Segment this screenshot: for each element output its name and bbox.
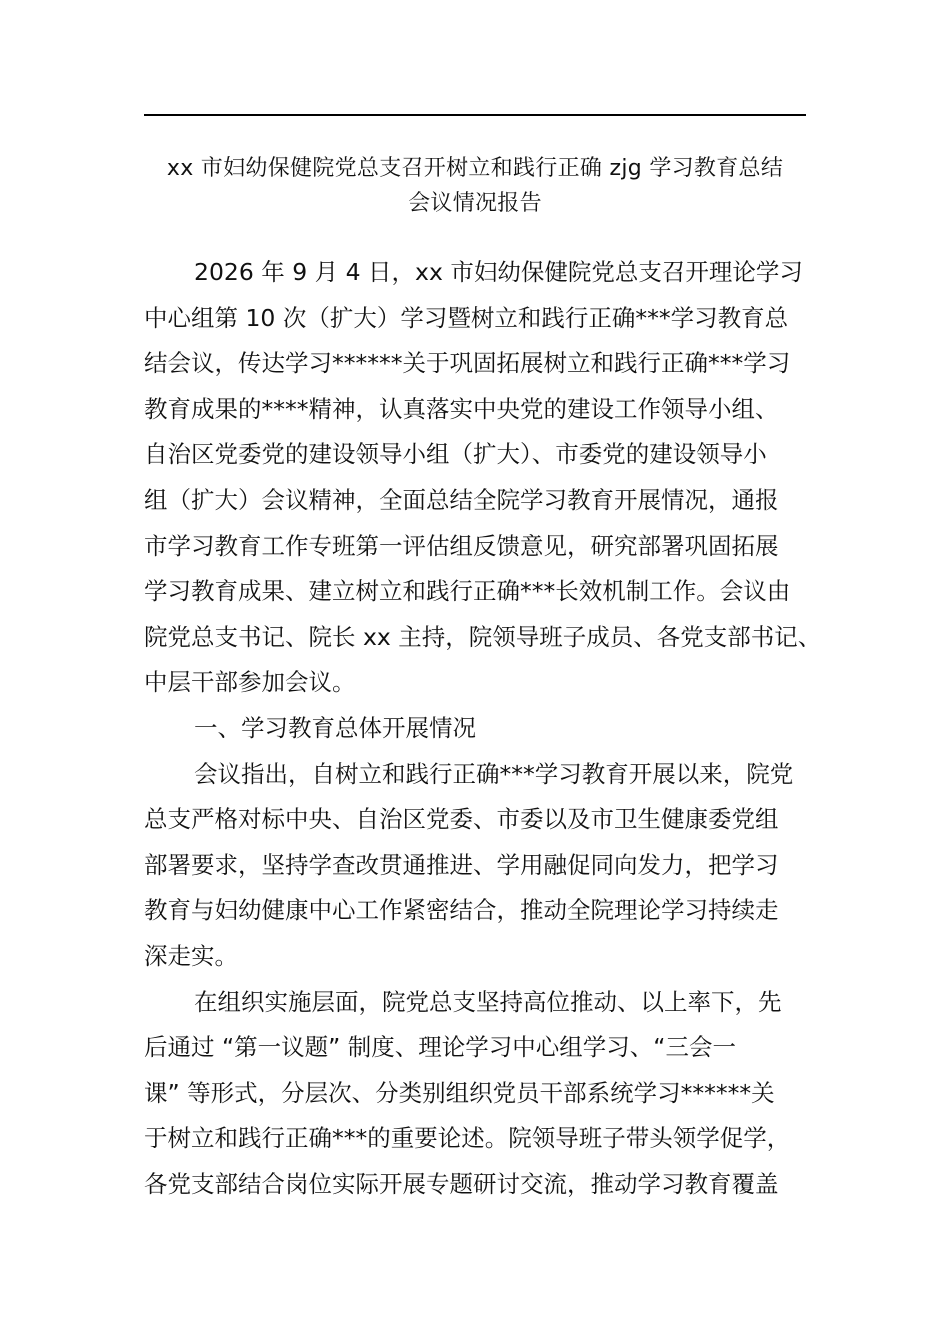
paragraph-2-line: 深走实。 (144, 941, 238, 970)
header-rule (144, 114, 806, 116)
title-line-2: 会议情况报告 (408, 191, 542, 216)
paragraph-1-line: 学习教育成果、建立树立和践行正确***长效机制工作。会议由 (144, 577, 791, 606)
paragraph-1-line: 市学习教育工作专班第一评估组反馈意见，研究部署巩固拓展 (144, 531, 779, 560)
paragraph-1-line: 中心组第 10 次（扩大）学习暨树立和践行正确***学习教育总 (144, 303, 789, 332)
paragraph-3-line: 在组织实施层面，院党总支坚持高位推动、以上率下，先 (194, 987, 782, 1016)
paragraph-1-line: 结会议，传达学习******关于巩固拓展树立和践行正确***学习 (144, 349, 791, 378)
paragraph-1-line: 2026 年 9 月 4 日，xx 市妇幼保健院党总支召开理论学习 (194, 258, 803, 286)
section-heading: 一、学习教育总体开展情况 (194, 713, 476, 742)
paragraph-1-line: 院党总支书记、院长 xx 主持，院领导班子成员、各党支部书记、 (144, 622, 822, 651)
paragraph-2-line: 会议指出，自树立和践行正确***学习教育开展以来，院党 (194, 759, 794, 788)
paragraph-3-line: 各党支部结合岗位实际开展专题研讨交流，推动学习教育覆盖 (144, 1169, 779, 1198)
document-title (120, 151, 830, 221)
paragraph-1-line: 组（扩大）会议精神，全面总结全院学习教育开展情况，通报 (144, 485, 779, 514)
paragraph-1-line: 自治区党委党的建设领导小组（扩大）、市委党的建设领导小 (144, 440, 767, 469)
document-body (144, 250, 824, 1207)
paragraph-3-line: 后通过 “第一议题” 制度、理论学习中心组学习、“三会一 (144, 1033, 736, 1062)
paragraph-3-line: 于树立和践行正确***的重要论述。院领导班子带头领学促学， (144, 1124, 791, 1153)
paragraph-3-line: 课” 等形式，分层次、分类别组织党员干部系统学习******关 (144, 1078, 775, 1107)
paragraph-1-line: 教育成果的****精神，认真落实中央党的建设工作领导小组、 (144, 394, 779, 423)
paragraph-2-line: 总支严格对标中央、自治区党委、市委以及市卫生健康委党组 (144, 805, 779, 834)
paragraph-2-line: 部署要求，坚持学查改贯通推进、学用融促同向发力，把学习 (144, 850, 779, 879)
title-line-1: xx 市妇幼保健院党总支召开树立和践行正确 zjg 学习教育总结 (166, 156, 784, 181)
paragraph-2-line: 教育与妇幼健康中心工作紧密结合，推动全院理论学习持续走 (144, 896, 779, 925)
paragraph-1-line: 中层干部参加会议。 (144, 668, 356, 697)
